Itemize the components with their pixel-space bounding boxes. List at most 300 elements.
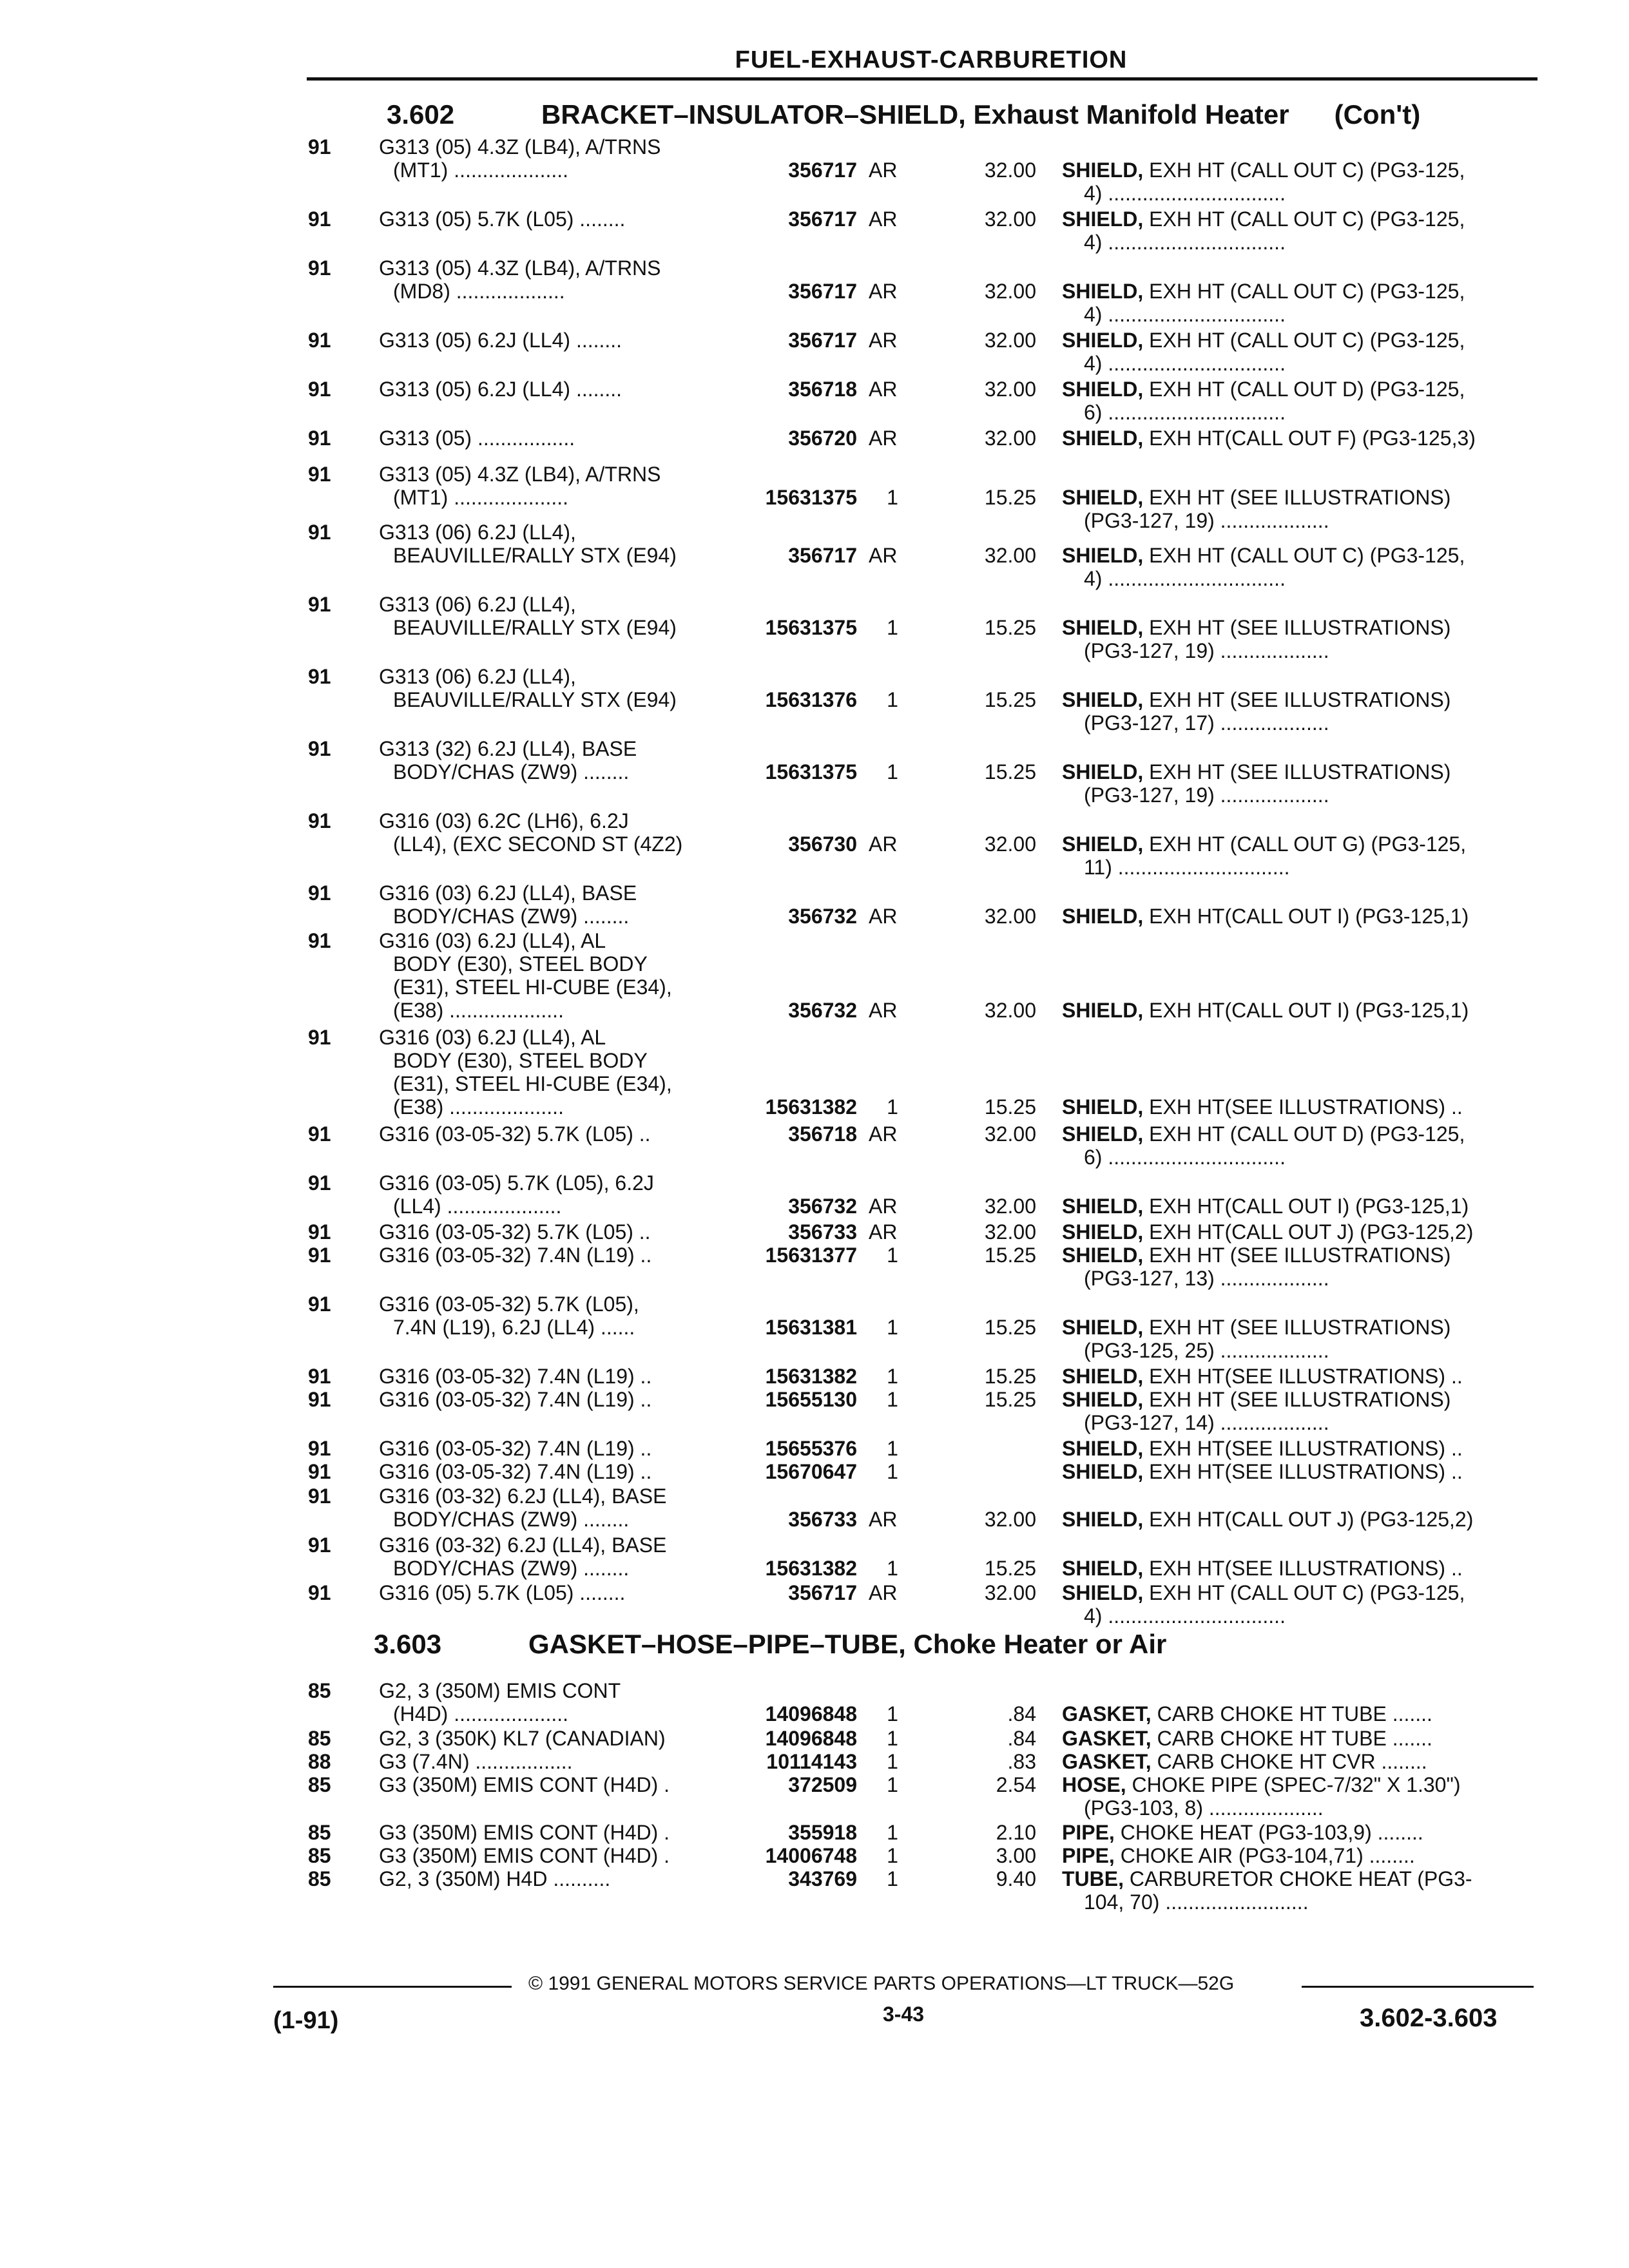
description-text: 6) ............................... bbox=[1084, 401, 1286, 424]
description-text: EXH HT (SEE ILLUSTRATIONS) bbox=[1149, 760, 1451, 783]
catalog-code: 91 bbox=[308, 521, 331, 544]
item-name: SHIELD, bbox=[1062, 1508, 1144, 1531]
application-line: G3 (350M) EMIS CONT (H4D) . bbox=[379, 1773, 670, 1796]
part-number: 343769 bbox=[788, 1867, 857, 1890]
description-text: (PG3-127, 19) ................... bbox=[1084, 639, 1329, 662]
part-number: 355918 bbox=[788, 1821, 857, 1844]
description-line bbox=[1062, 567, 1526, 590]
application bbox=[379, 1821, 727, 1844]
quantity: 1 bbox=[887, 1365, 898, 1388]
description bbox=[1062, 760, 1526, 807]
quantity: 1 bbox=[887, 1750, 898, 1773]
price: 32.00 bbox=[984, 329, 1036, 352]
section-heading-3603 bbox=[374, 1629, 1166, 1660]
price: 32.00 bbox=[984, 999, 1036, 1022]
section-name: GASKET–HOSE–PIPE–TUBE, Choke Heater or Air bbox=[528, 1629, 1167, 1659]
description-text: EXH HT(SEE ILLUSTRATIONS) .. bbox=[1149, 1557, 1463, 1580]
application-line: G316 (03-05-32) 7.4N (L19) .. bbox=[379, 1437, 652, 1460]
quantity: 1 bbox=[887, 616, 898, 639]
item-name: SHIELD, bbox=[1062, 329, 1144, 352]
description bbox=[1062, 378, 1526, 424]
quantity: 1 bbox=[887, 1702, 898, 1725]
part-number: 356730 bbox=[788, 832, 857, 856]
description bbox=[1062, 1437, 1526, 1460]
application-line: G316 (03-05-32) 7.4N (L19) .. bbox=[379, 1244, 652, 1267]
part-number: 15631382 bbox=[765, 1557, 857, 1580]
price: 32.00 bbox=[984, 832, 1036, 856]
catalog-code: 91 bbox=[308, 1581, 331, 1604]
price: 9.40 bbox=[996, 1867, 1036, 1890]
description-line bbox=[1062, 329, 1526, 352]
copyright-line: © 1991 GENERAL MOTORS SERVICE PARTS OPERATIONS—LT TRUCK—52G bbox=[528, 1973, 1235, 1994]
description-text: EXH HT (SEE ILLUSTRATIONS) bbox=[1149, 486, 1451, 509]
application-line: G3 (7.4N) ................. bbox=[379, 1750, 573, 1773]
part-number: 356733 bbox=[788, 1220, 857, 1244]
item-name: SHIELD, bbox=[1062, 378, 1144, 401]
application-line: G313 (06) 6.2J (LL4), bbox=[379, 521, 576, 544]
price: 3.00 bbox=[996, 1844, 1036, 1867]
item-name: SHIELD, bbox=[1062, 1388, 1144, 1411]
description-line bbox=[1062, 486, 1526, 509]
application-line: G316 (03) 6.2J (LL4), AL bbox=[379, 929, 606, 952]
application bbox=[379, 1293, 727, 1339]
catalog-code: 91 bbox=[308, 1026, 331, 1049]
application-line: (E38) .................... bbox=[393, 999, 564, 1022]
application-line: G316 (03-05-32) 5.7K (L05) .. bbox=[379, 1122, 651, 1146]
application-line: G316 (03-05-32) 7.4N (L19) .. bbox=[379, 1460, 652, 1483]
description-text: 11) .............................. bbox=[1084, 856, 1290, 879]
part-number: 15631375 bbox=[765, 760, 857, 783]
quantity: AR bbox=[869, 378, 898, 401]
description bbox=[1062, 1095, 1526, 1119]
quantity: AR bbox=[869, 1508, 898, 1531]
description-text: 104, 70) ......................... bbox=[1084, 1890, 1309, 1914]
application bbox=[379, 1727, 727, 1750]
quantity: 1 bbox=[887, 1460, 898, 1483]
catalog-code: 91 bbox=[308, 427, 331, 450]
price: 15.25 bbox=[984, 1095, 1036, 1119]
application-line: G316 (03-32) 6.2J (LL4), BASE bbox=[379, 1485, 667, 1508]
catalog-code: 85 bbox=[308, 1821, 331, 1844]
catalog-code: 91 bbox=[308, 1244, 331, 1267]
application bbox=[379, 135, 727, 182]
catalog-code: 85 bbox=[308, 1844, 331, 1867]
description-line bbox=[1062, 999, 1526, 1022]
description-text: CARB CHOKE HT TUBE ....... bbox=[1157, 1702, 1432, 1725]
quantity: AR bbox=[869, 832, 898, 856]
description-text: EXH HT(CALL OUT J) (PG3-125,2) bbox=[1149, 1508, 1474, 1531]
item-name: SHIELD, bbox=[1062, 486, 1144, 509]
description-line bbox=[1062, 231, 1526, 254]
description-text: EXH HT(SEE ILLUSTRATIONS) .. bbox=[1149, 1437, 1463, 1460]
catalog-code: 91 bbox=[308, 463, 331, 486]
quantity: 1 bbox=[887, 1557, 898, 1580]
item-name: SHIELD, bbox=[1062, 280, 1144, 303]
part-number: 15631382 bbox=[765, 1095, 857, 1119]
application bbox=[379, 1867, 727, 1890]
application bbox=[379, 207, 727, 231]
catalog-code: 91 bbox=[308, 809, 331, 832]
catalog-code: 91 bbox=[308, 1293, 331, 1316]
description-text: CHOKE PIPE (SPEC-7/32" X 1.30") bbox=[1132, 1773, 1461, 1796]
description-text: (PG3-127, 19) ................... bbox=[1084, 509, 1329, 532]
application-line: G316 (03-05-32) 7.4N (L19) .. bbox=[379, 1388, 652, 1411]
price: .84 bbox=[1007, 1727, 1036, 1750]
catalog-code: 91 bbox=[308, 1533, 331, 1557]
part-number: 372509 bbox=[788, 1773, 857, 1796]
description bbox=[1062, 1244, 1526, 1290]
description-text: 6) ............................... bbox=[1084, 1146, 1286, 1169]
part-number: 356717 bbox=[788, 159, 857, 182]
description-line bbox=[1062, 1796, 1526, 1820]
application-line: (E31), STEEL HI-CUBE (E34), bbox=[393, 975, 672, 999]
description bbox=[1062, 427, 1526, 450]
application bbox=[379, 1581, 727, 1604]
description-line bbox=[1062, 688, 1526, 711]
application-line: (H4D) .................... bbox=[393, 1702, 569, 1725]
description bbox=[1062, 1122, 1526, 1169]
application-line: G313 (06) 6.2J (LL4), bbox=[379, 665, 576, 688]
description bbox=[1062, 616, 1526, 662]
description-line bbox=[1062, 303, 1526, 326]
application bbox=[379, 1750, 727, 1773]
catalog-code: 91 bbox=[308, 665, 331, 688]
description bbox=[1062, 1365, 1526, 1388]
description-text: EXH HT (CALL OUT G) (PG3-125, bbox=[1149, 832, 1467, 856]
application bbox=[379, 1220, 727, 1244]
price: 15.25 bbox=[984, 616, 1036, 639]
price: 32.00 bbox=[984, 1122, 1036, 1146]
description bbox=[1062, 1460, 1526, 1483]
application-line: G3 (350M) EMIS CONT (H4D) . bbox=[379, 1844, 670, 1867]
application-line: 7.4N (L19), 6.2J (LL4) ...... bbox=[393, 1316, 635, 1339]
description-text: EXH HT(SEE ILLUSTRATIONS) .. bbox=[1149, 1095, 1463, 1119]
description-text: EXH HT(CALL OUT J) (PG3-125,2) bbox=[1149, 1220, 1474, 1244]
application bbox=[379, 1533, 727, 1580]
item-name: SHIELD, bbox=[1062, 1122, 1144, 1146]
application-line: G313 (05) 6.2J (LL4) ........ bbox=[379, 378, 622, 401]
application bbox=[379, 1171, 727, 1218]
description-text: 4) ............................... bbox=[1084, 303, 1286, 326]
part-number: 15631381 bbox=[765, 1316, 857, 1339]
catalog-code: 85 bbox=[308, 1867, 331, 1890]
catalog-code: 91 bbox=[308, 378, 331, 401]
part-number: 14096848 bbox=[765, 1727, 857, 1750]
quantity: AR bbox=[869, 207, 898, 231]
price: 15.25 bbox=[984, 1244, 1036, 1267]
description-line bbox=[1062, 1316, 1526, 1339]
description-line bbox=[1062, 1339, 1526, 1362]
quantity: AR bbox=[869, 1122, 898, 1146]
description-text: EXH HT (CALL OUT D) (PG3-125, bbox=[1149, 1122, 1465, 1146]
description-text: EXH HT (CALL OUT C) (PG3-125, bbox=[1149, 1581, 1465, 1604]
application-line: (LL4), (EXC SECOND ST (4Z2) bbox=[393, 832, 683, 856]
price: 32.00 bbox=[984, 159, 1036, 182]
quantity: AR bbox=[869, 905, 898, 928]
application-line: G313 (05) 4.3Z (LB4), A/TRNS bbox=[379, 256, 661, 280]
application-line: G313 (05) 4.3Z (LB4), A/TRNS bbox=[379, 463, 661, 486]
section-number: 3.603 bbox=[374, 1629, 442, 1659]
description-text: EXH HT (SEE ILLUSTRATIONS) bbox=[1149, 688, 1451, 711]
quantity: 1 bbox=[887, 1388, 898, 1411]
price: .84 bbox=[1007, 1702, 1036, 1725]
description bbox=[1062, 1316, 1526, 1362]
quantity: AR bbox=[869, 280, 898, 303]
price: 15.25 bbox=[984, 1388, 1036, 1411]
catalog-code: 91 bbox=[308, 929, 331, 952]
item-name: GASKET, bbox=[1062, 1702, 1152, 1725]
catalog-code: 88 bbox=[308, 1750, 331, 1773]
description bbox=[1062, 329, 1526, 375]
catalog-code: 91 bbox=[308, 1437, 331, 1460]
description-line bbox=[1062, 1267, 1526, 1290]
catalog-code: 91 bbox=[308, 135, 331, 159]
description-line bbox=[1062, 1890, 1526, 1914]
page-header bbox=[309, 46, 1553, 74]
description bbox=[1062, 1220, 1526, 1244]
catalog-code: 91 bbox=[308, 737, 331, 760]
quantity: 1 bbox=[887, 688, 898, 711]
description bbox=[1062, 280, 1526, 326]
item-name: SHIELD, bbox=[1062, 1437, 1144, 1460]
item-name: SHIELD, bbox=[1062, 760, 1144, 783]
description-text: EXH HT(CALL OUT I) (PG3-125,1) bbox=[1149, 905, 1469, 928]
application-line: (MT1) .................... bbox=[393, 486, 569, 509]
description-line bbox=[1062, 1750, 1526, 1773]
description bbox=[1062, 1557, 1526, 1580]
item-name: SHIELD, bbox=[1062, 1460, 1144, 1483]
application-line: G313 (05) 4.3Z (LB4), A/TRNS bbox=[379, 135, 661, 159]
description-text: CHOKE AIR (PG3-104,71) ........ bbox=[1120, 1844, 1415, 1867]
description-text: 4) ............................... bbox=[1084, 182, 1286, 205]
application-line: G2, 3 (350M) EMIS CONT bbox=[379, 1679, 621, 1702]
price: 15.25 bbox=[984, 1557, 1036, 1580]
description-line bbox=[1062, 832, 1526, 856]
application-line: (E38) .................... bbox=[393, 1095, 564, 1119]
description-line bbox=[1062, 352, 1526, 375]
description bbox=[1062, 544, 1526, 590]
description-text: EXH HT(SEE ILLUSTRATIONS) .. bbox=[1149, 1365, 1463, 1388]
item-name: PIPE, bbox=[1062, 1844, 1115, 1867]
item-name: SHIELD, bbox=[1062, 832, 1144, 856]
description-line bbox=[1062, 1244, 1526, 1267]
application-line: BODY (E30), STEEL BODY bbox=[393, 1049, 648, 1072]
application-line: G313 (05) 6.2J (LL4) ........ bbox=[379, 329, 622, 352]
description-text: 4) ............................... bbox=[1084, 352, 1286, 375]
description-text: 4) ............................... bbox=[1084, 1604, 1286, 1628]
application bbox=[379, 427, 727, 450]
description-text: (PG3-125, 25) ................... bbox=[1084, 1339, 1329, 1362]
quantity: 1 bbox=[887, 1727, 898, 1750]
description-text: EXH HT (CALL OUT C) (PG3-125, bbox=[1149, 159, 1465, 182]
description-text: 4) ............................... bbox=[1084, 231, 1286, 254]
application bbox=[379, 463, 727, 509]
description-line bbox=[1062, 1773, 1526, 1796]
application bbox=[379, 1437, 727, 1460]
description bbox=[1062, 159, 1526, 205]
description-text: (PG3-127, 19) ................... bbox=[1084, 783, 1329, 807]
application bbox=[379, 1485, 727, 1531]
quantity: AR bbox=[869, 999, 898, 1022]
application-line: BODY (E30), STEEL BODY bbox=[393, 952, 648, 975]
description-line bbox=[1062, 1844, 1526, 1867]
application-line: (MD8) ................... bbox=[393, 280, 565, 303]
description-text: 4) ............................... bbox=[1084, 567, 1286, 590]
application-line: G316 (03-05-32) 7.4N (L19) .. bbox=[379, 1365, 652, 1388]
application bbox=[379, 929, 727, 1022]
item-name: SHIELD, bbox=[1062, 1195, 1144, 1218]
description-text: EXH HT(CALL OUT I) (PG3-125,1) bbox=[1149, 1195, 1469, 1218]
page-title: FUEL-EXHAUST-CARBURETION bbox=[735, 46, 1128, 73]
description bbox=[1062, 999, 1526, 1022]
catalog-code: 91 bbox=[308, 593, 331, 616]
part-number: 15655376 bbox=[765, 1437, 857, 1460]
application-line: G316 (03) 6.2J (LL4), AL bbox=[379, 1026, 606, 1049]
catalog-code: 85 bbox=[308, 1679, 331, 1702]
part-number: 14006748 bbox=[765, 1844, 857, 1867]
section-heading-3602 bbox=[387, 99, 1420, 130]
description bbox=[1062, 1821, 1526, 1844]
application-line: G316 (03-05-32) 5.7K (L05) .. bbox=[379, 1220, 651, 1244]
price: 15.25 bbox=[984, 1365, 1036, 1388]
price: 15.25 bbox=[984, 1316, 1036, 1339]
item-name: SHIELD, bbox=[1062, 159, 1144, 182]
application bbox=[379, 256, 727, 303]
application bbox=[379, 1388, 727, 1411]
application-line: BODY/CHAS (ZW9) ........ bbox=[393, 905, 630, 928]
description bbox=[1062, 1508, 1526, 1531]
description-line bbox=[1062, 1122, 1526, 1146]
application-line: BODY/CHAS (ZW9) ........ bbox=[393, 1508, 630, 1531]
item-name: TUBE, bbox=[1062, 1867, 1124, 1890]
description-line bbox=[1062, 1095, 1526, 1119]
part-number: 15631375 bbox=[765, 616, 857, 639]
item-name: SHIELD, bbox=[1062, 1220, 1144, 1244]
catalog-code: 91 bbox=[308, 1171, 331, 1195]
part-number: 356717 bbox=[788, 329, 857, 352]
description-text: EXH HT (SEE ILLUSTRATIONS) bbox=[1149, 1244, 1451, 1267]
description-text: (PG3-127, 17) ................... bbox=[1084, 711, 1329, 735]
catalog-code: 91 bbox=[308, 329, 331, 352]
description bbox=[1062, 1773, 1526, 1820]
catalog-code: 91 bbox=[308, 256, 331, 280]
application-line: (LL4) .................... bbox=[393, 1195, 562, 1218]
part-number: 356733 bbox=[788, 1508, 857, 1531]
application bbox=[379, 1365, 727, 1388]
price: 15.25 bbox=[984, 688, 1036, 711]
description-line bbox=[1062, 905, 1526, 928]
description-text: (PG3-127, 14) ................... bbox=[1084, 1411, 1329, 1434]
item-name: SHIELD, bbox=[1062, 207, 1144, 231]
description-text: EXH HT (CALL OUT D) (PG3-125, bbox=[1149, 378, 1465, 401]
price: 32.00 bbox=[984, 1581, 1036, 1604]
quantity: AR bbox=[869, 159, 898, 182]
part-number: 356718 bbox=[788, 378, 857, 401]
description-line bbox=[1062, 1388, 1526, 1411]
description-line bbox=[1062, 207, 1526, 231]
description-line bbox=[1062, 783, 1526, 807]
description-text: EXH HT (CALL OUT C) (PG3-125, bbox=[1149, 207, 1465, 231]
application-line: G316 (03-05) 5.7K (L05), 6.2J bbox=[379, 1171, 654, 1195]
description-line bbox=[1062, 711, 1526, 735]
application bbox=[379, 1844, 727, 1867]
part-number: 356718 bbox=[788, 1122, 857, 1146]
price: 2.10 bbox=[996, 1821, 1036, 1844]
description-text: (PG3-127, 13) ................... bbox=[1084, 1267, 1329, 1290]
application-line: G316 (05) 5.7K (L05) ........ bbox=[379, 1581, 626, 1604]
description-line bbox=[1062, 1411, 1526, 1434]
description-line bbox=[1062, 378, 1526, 401]
application bbox=[379, 1773, 727, 1796]
description-text: EXH HT(CALL OUT F) (PG3-125,3) bbox=[1149, 427, 1476, 450]
description bbox=[1062, 832, 1526, 879]
description-line bbox=[1062, 1220, 1526, 1244]
part-number: 15631382 bbox=[765, 1365, 857, 1388]
description-text: EXH HT (SEE ILLUSTRATIONS) bbox=[1149, 1316, 1451, 1339]
item-name: GASKET, bbox=[1062, 1750, 1152, 1773]
catalog-code: 91 bbox=[308, 1220, 331, 1244]
description bbox=[1062, 1581, 1526, 1628]
description bbox=[1062, 1867, 1526, 1914]
description-line bbox=[1062, 1365, 1526, 1388]
quantity: 1 bbox=[887, 760, 898, 783]
quantity: 1 bbox=[887, 1095, 898, 1119]
item-name: SHIELD, bbox=[1062, 1316, 1144, 1339]
catalog-code: 91 bbox=[308, 1388, 331, 1411]
application-line: G316 (03) 6.2J (LL4), BASE bbox=[379, 881, 637, 905]
quantity: 1 bbox=[887, 1844, 898, 1867]
quantity: AR bbox=[869, 1195, 898, 1218]
part-number: 356732 bbox=[788, 905, 857, 928]
application-line: (E31), STEEL HI-CUBE (E34), bbox=[393, 1072, 672, 1095]
item-name: SHIELD, bbox=[1062, 1095, 1144, 1119]
part-number: 15655130 bbox=[765, 1388, 857, 1411]
description-text: EXH HT (CALL OUT C) (PG3-125, bbox=[1149, 329, 1465, 352]
quantity: AR bbox=[869, 1220, 898, 1244]
description-line bbox=[1062, 760, 1526, 783]
item-name: HOSE, bbox=[1062, 1773, 1126, 1796]
part-number: 15631375 bbox=[765, 486, 857, 509]
description-line bbox=[1062, 616, 1526, 639]
header-rule bbox=[307, 77, 1537, 81]
description-line bbox=[1062, 856, 1526, 879]
quantity: 1 bbox=[887, 1821, 898, 1844]
description-line bbox=[1062, 1557, 1526, 1580]
revision-date: (1-91) bbox=[273, 2007, 339, 2034]
description bbox=[1062, 688, 1526, 735]
description-line bbox=[1062, 182, 1526, 205]
application-line: BODY/CHAS (ZW9) ........ bbox=[393, 1557, 630, 1580]
price: .83 bbox=[1007, 1750, 1036, 1773]
catalog-code: 91 bbox=[308, 1365, 331, 1388]
quantity: 1 bbox=[887, 1867, 898, 1890]
application-line: G316 (03) 6.2C (LH6), 6.2J bbox=[379, 809, 629, 832]
description-line bbox=[1062, 1460, 1526, 1483]
application-line: BODY/CHAS (ZW9) ........ bbox=[393, 760, 630, 783]
application-line: G2, 3 (350M) H4D .......... bbox=[379, 1867, 611, 1890]
price: 15.25 bbox=[984, 760, 1036, 783]
quantity: 1 bbox=[887, 1437, 898, 1460]
description-line bbox=[1062, 159, 1526, 182]
part-number: 15631377 bbox=[765, 1244, 857, 1267]
application bbox=[379, 1460, 727, 1483]
description-text: CARBURETOR CHOKE HEAT (PG3- bbox=[1129, 1867, 1472, 1890]
item-name: SHIELD, bbox=[1062, 427, 1144, 450]
price: 32.00 bbox=[984, 427, 1036, 450]
quantity: AR bbox=[869, 544, 898, 567]
price: 32.00 bbox=[984, 1508, 1036, 1531]
price: 15.25 bbox=[984, 486, 1036, 509]
